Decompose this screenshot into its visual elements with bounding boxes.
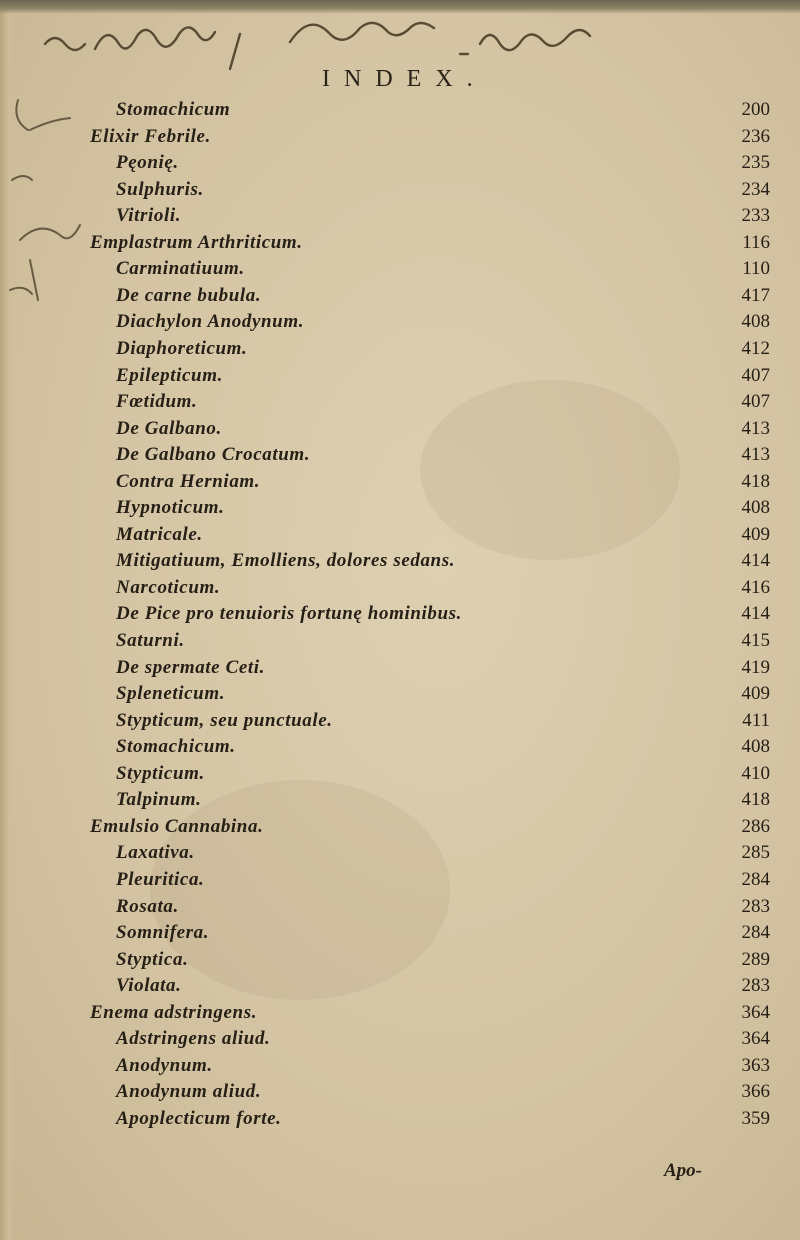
margin-handwriting bbox=[0, 90, 100, 330]
index-entry-label: Diachylon Anodynum. bbox=[116, 311, 305, 332]
index-entry-page: 234 bbox=[741, 179, 770, 200]
index-entry-label: Apoplecticum forte. bbox=[116, 1108, 282, 1129]
index-entry-label: Laxativa. bbox=[116, 842, 195, 863]
index-entry-page: 235 bbox=[741, 152, 770, 173]
index-entry-page: 408 bbox=[741, 497, 770, 518]
index-entry-label: Epilepticum. bbox=[116, 365, 223, 386]
index-entry-page: 408 bbox=[741, 736, 770, 757]
index-entry-label: Adstringens aliud. bbox=[116, 1028, 271, 1049]
index-entry-page: 418 bbox=[741, 789, 770, 810]
index-entry-label: Contra Herniam. bbox=[116, 471, 261, 492]
index-entry-page: 414 bbox=[741, 550, 770, 571]
index-entry-page: 416 bbox=[741, 577, 770, 598]
index-entry-label: Stomachicum. bbox=[116, 736, 236, 757]
index-entry-page: 408 bbox=[741, 311, 770, 332]
index-entry-label: Talpinum. bbox=[116, 789, 202, 810]
index-entry-label: Narcoticum. bbox=[116, 577, 221, 598]
index-entry-page: 407 bbox=[741, 391, 770, 412]
index-entry-page: 110 bbox=[742, 258, 770, 279]
index-entry-label: Violata. bbox=[116, 975, 182, 996]
index-entry-label: Stomachicum bbox=[116, 99, 231, 120]
index-entry-label: Sulphuris. bbox=[116, 179, 204, 200]
index-entry-label: De spermate Ceti. bbox=[116, 657, 265, 678]
index-entry-label: Pęonię. bbox=[116, 152, 179, 173]
index-entry-page: 419 bbox=[741, 657, 770, 678]
index-entry-page: 284 bbox=[741, 922, 770, 943]
index-entry-label: De carne bubula. bbox=[116, 285, 262, 306]
index-entry-page: 359 bbox=[741, 1108, 770, 1129]
paper-stain bbox=[420, 380, 680, 560]
index-entry-page: 414 bbox=[741, 603, 770, 624]
index-entry-page: 413 bbox=[741, 444, 770, 465]
index-entry-page: 283 bbox=[741, 896, 770, 917]
index-entry-page: 412 bbox=[741, 338, 770, 359]
catchword: Apo- bbox=[664, 1160, 702, 1181]
index-entry-page: 236 bbox=[741, 126, 770, 147]
index-entry-page: 409 bbox=[741, 524, 770, 545]
index-entry-page: 116 bbox=[742, 232, 770, 253]
index-entry-page: 407 bbox=[741, 365, 770, 386]
index-entry-label: Elixir Febrile. bbox=[90, 126, 211, 147]
index-entry-page: 363 bbox=[741, 1055, 770, 1076]
index-entry-label: Emulsio Cannabina. bbox=[90, 816, 264, 837]
index-entry-label: Stypticum. bbox=[116, 763, 205, 784]
index-entry-label: Carminatiuum. bbox=[116, 258, 245, 279]
manuscript-note-handwriting bbox=[40, 14, 640, 74]
index-entry-label: Spleneticum. bbox=[116, 683, 226, 704]
index-entry-label: Diaphoreticum. bbox=[116, 338, 248, 359]
index-entry-label: De Pice pro tenuioris fortunę hominibus. bbox=[116, 603, 462, 624]
index-entry-label: Matricale. bbox=[116, 524, 203, 545]
index-entry-page: 200 bbox=[741, 99, 770, 120]
index-entry-page: 364 bbox=[741, 1028, 770, 1049]
page-heading: INDEX. bbox=[322, 66, 487, 92]
index-entry-page: 417 bbox=[741, 285, 770, 306]
index-entry-page: 366 bbox=[741, 1081, 770, 1102]
index-entry-page: 409 bbox=[741, 683, 770, 704]
index-entry-label: Rosata. bbox=[116, 896, 179, 917]
index-entry-page: 289 bbox=[741, 949, 770, 970]
index-entry-page: 364 bbox=[741, 1002, 770, 1023]
index-entry-label: Pleuritica. bbox=[116, 869, 205, 890]
index-entry-label: Enema adstringens. bbox=[90, 1002, 258, 1023]
index-entry-label: Styptica. bbox=[116, 949, 189, 970]
index-entry-label: Hypnoticum. bbox=[116, 497, 225, 518]
index-entry-page: 410 bbox=[741, 763, 770, 784]
index-entry-label: Mitigatiuum, Emolliens, dolores sedans. bbox=[116, 550, 456, 571]
index-entry-page: 413 bbox=[741, 418, 770, 439]
index-entry-label: Saturni. bbox=[116, 630, 185, 651]
index-entry-label: Stypticum, seu punctuale. bbox=[116, 710, 333, 731]
index-entry-page: 418 bbox=[741, 471, 770, 492]
index-entry-label: Somnifera. bbox=[116, 922, 210, 943]
index-entry-page: 411 bbox=[742, 710, 770, 731]
index-entry-label: Emplastrum Arthriticum. bbox=[90, 232, 303, 253]
index-entry-page: 233 bbox=[741, 205, 770, 226]
page-top-edge bbox=[0, 0, 800, 14]
index-entry-label: De Galbano. bbox=[116, 418, 222, 439]
index-entry-label: De Galbano Crocatum. bbox=[116, 444, 311, 465]
index-entry-label: Fœtidum. bbox=[116, 391, 198, 412]
index-entry-label: Anodynum. bbox=[116, 1055, 213, 1076]
index-entry-page: 283 bbox=[741, 975, 770, 996]
index-entry-page: 284 bbox=[741, 869, 770, 890]
index-entry-page: 286 bbox=[741, 816, 770, 837]
index-entry-page: 285 bbox=[741, 842, 770, 863]
index-entry-page: 415 bbox=[741, 630, 770, 651]
index-entry-label: Anodynum aliud. bbox=[116, 1081, 262, 1102]
index-entry-label: Vitrioli. bbox=[116, 205, 182, 226]
